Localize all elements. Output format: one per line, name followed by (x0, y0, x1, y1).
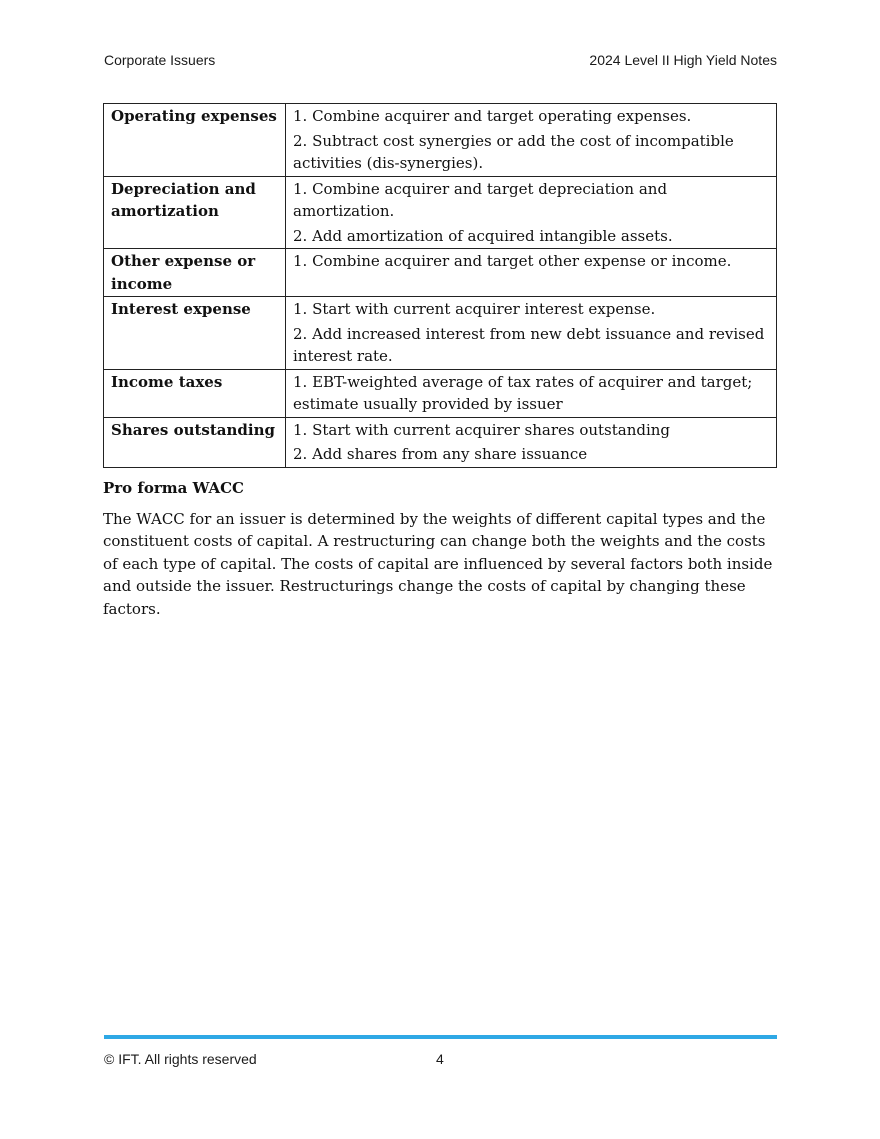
row-label: Operating expenses (104, 104, 286, 177)
step-item: 1. Combine acquirer and target depreciation and amortization. (293, 179, 668, 220)
row-label: Interest expense (104, 297, 286, 370)
row-steps (286, 249, 777, 297)
row-label: Income taxes (104, 369, 286, 417)
step-item: 1. Start with current acquirer interest expense. (293, 300, 656, 318)
page-content (103, 103, 777, 620)
row-steps (286, 369, 777, 417)
step-item: 2. Subtract cost synergies or add the cost of incompatible activities (dis-synergies). (293, 131, 734, 172)
footer-divider (104, 1035, 777, 1039)
row-steps (286, 176, 777, 249)
page-header (104, 52, 777, 68)
table-row (104, 297, 777, 370)
step-item: 2. Add amortization of acquired intangible assets. (293, 226, 673, 245)
row-steps (286, 104, 777, 177)
step-item: 1. Start with current acquirer shares outstanding (293, 420, 671, 439)
step-item: 2. Add increased interest from new debt issuance and revised interest rate. (293, 324, 765, 365)
header-right: 2024 Level II High Yield Notes (589, 52, 777, 68)
footer-copyright: © IFT. All rights reserved (104, 1051, 257, 1067)
header-left: Corporate Issuers (104, 52, 216, 68)
table-row (104, 176, 777, 249)
step-item: 1. EBT-weighted average of tax rates of acquirer and target; estimate usually provided by issuer (293, 372, 753, 413)
page-footer (104, 1051, 777, 1067)
pro-forma-adjustments-table (103, 103, 777, 468)
table-row (104, 417, 777, 467)
section-heading: Pro forma WACC (103, 478, 244, 497)
body-paragraph: The WACC for an issuer is determined by the weights of different capital types and the constituent costs of capital. A restructuring can change both the weights and the costs of each type of capital. The costs of capital are influenced by several factors both inside and outside the issuer. Restructurings change the costs of capital by changing these factors. (103, 509, 773, 618)
page-number: 4 (436, 1051, 444, 1067)
row-steps (286, 297, 777, 370)
step-item: 2. Add shares from any share issuance (293, 445, 588, 463)
step-item: 1. Combine acquirer and target other expense or income. (293, 252, 732, 270)
table-row (104, 104, 777, 177)
row-steps (286, 417, 777, 467)
step-item: 1. Combine acquirer and target operating expenses. (293, 107, 692, 125)
table-row (104, 369, 777, 417)
row-label: Shares outstanding (104, 417, 286, 467)
row-label: Other expense or income (104, 249, 286, 297)
row-label: Depreciation and amortization (104, 176, 286, 249)
table-row (104, 249, 777, 297)
